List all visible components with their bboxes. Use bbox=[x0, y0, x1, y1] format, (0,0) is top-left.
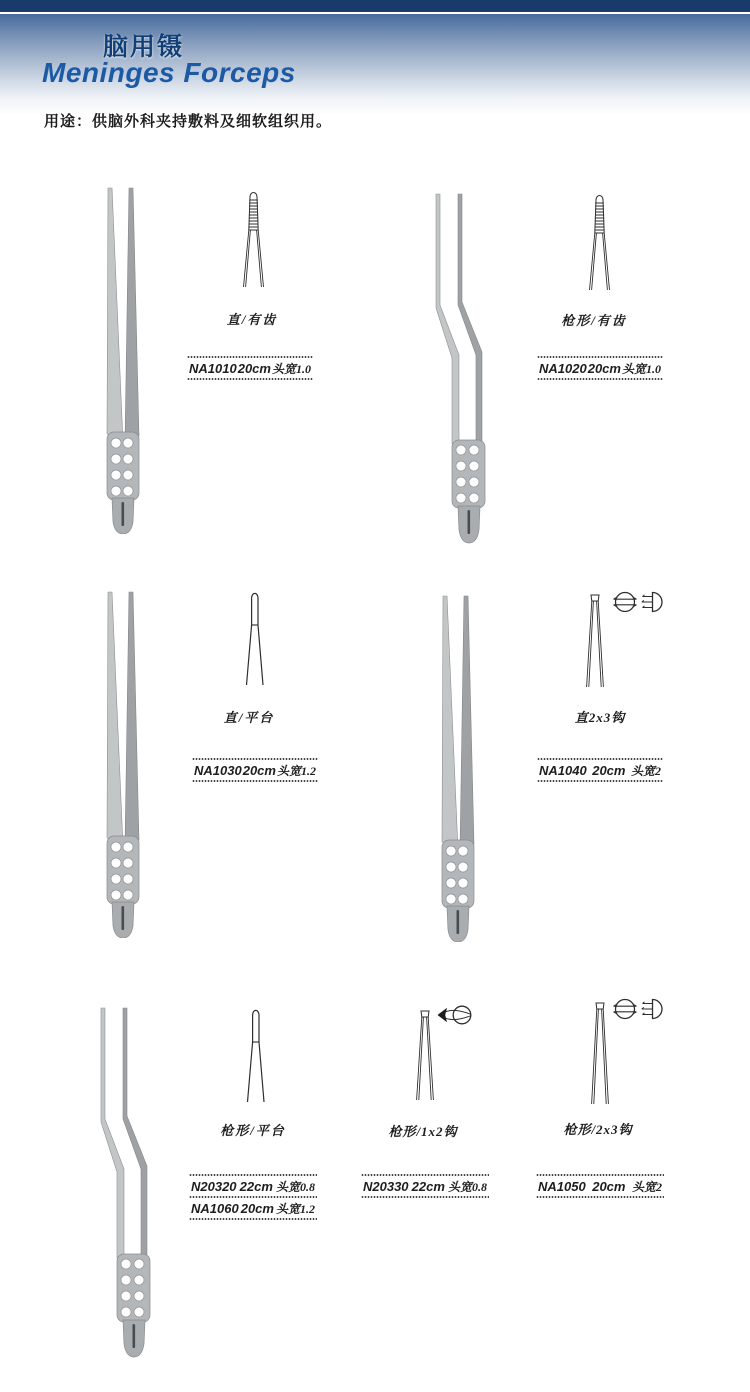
product-head-width: 头宽0.8 bbox=[447, 1180, 487, 1194]
spec-table bbox=[536, 1174, 664, 1198]
dotted-divider bbox=[537, 780, 663, 782]
hook-side-view-icon bbox=[641, 997, 663, 1021]
tip-detail-serrated-icon bbox=[240, 190, 266, 292]
spec-row bbox=[192, 760, 318, 780]
product-type-label: 直2x3钩 bbox=[574, 710, 626, 725]
tip-detail-serrated-icon bbox=[586, 193, 612, 295]
spec-row bbox=[361, 1176, 489, 1196]
forceps-photo-straight bbox=[95, 186, 147, 534]
product-type-label: 枪形/2x3钩 bbox=[563, 1122, 633, 1137]
product-code: NA1020 bbox=[539, 361, 587, 376]
product-head-width: 头宽1.2 bbox=[276, 764, 316, 778]
header-top-bar bbox=[0, 0, 750, 12]
product-head-width: 头宽0.8 bbox=[275, 1180, 315, 1194]
product-code: NA1050 bbox=[538, 1179, 586, 1194]
dotted-divider bbox=[187, 378, 313, 380]
product-type-label: 枪形/平台 bbox=[220, 1123, 286, 1138]
spec-table bbox=[192, 758, 318, 782]
product-size: 20cm bbox=[592, 763, 626, 778]
product-code: N20330 bbox=[363, 1179, 409, 1194]
product-size: 20cm bbox=[240, 1201, 274, 1216]
product-size: 22cm bbox=[239, 1179, 273, 1194]
page-title-en: Meninges Forceps bbox=[42, 57, 296, 88]
product-type-label: 枪形/有齿 bbox=[561, 313, 627, 328]
product-type-label: 直/平台 bbox=[223, 710, 275, 725]
spec-table bbox=[537, 758, 663, 782]
product-type-label: 直/有齿 bbox=[226, 312, 278, 327]
spec-row bbox=[537, 760, 663, 780]
tip-detail-platform-icon bbox=[242, 589, 268, 689]
product-head-width: 头宽2 bbox=[631, 1180, 662, 1194]
product-code: NA1030 bbox=[194, 763, 242, 778]
spec-row bbox=[537, 358, 663, 378]
product-head-width: 头宽1.0 bbox=[271, 362, 311, 376]
tip-detail-flat-icon bbox=[413, 1008, 437, 1104]
hook-1x2-arrow-icon bbox=[436, 1004, 472, 1026]
spec-table bbox=[361, 1174, 489, 1198]
forceps-photo-straight bbox=[95, 590, 147, 938]
tip-detail-flat-icon bbox=[583, 592, 607, 692]
hook-front-view-icon bbox=[612, 590, 638, 614]
tip-detail-platform-icon bbox=[243, 1006, 269, 1106]
product-code: NA1010 bbox=[189, 361, 237, 376]
spec-table bbox=[187, 356, 313, 380]
product-size: 20cm bbox=[242, 763, 276, 778]
tip-detail-flat-icon bbox=[588, 1000, 612, 1108]
product-type-label: 枪形/1x2钩 bbox=[388, 1124, 458, 1139]
spec-row bbox=[189, 1176, 317, 1196]
product-head-width: 头宽1.2 bbox=[275, 1202, 315, 1216]
spec-row bbox=[189, 1198, 317, 1218]
dotted-divider bbox=[536, 1196, 664, 1198]
product-size: 20cm bbox=[587, 361, 621, 376]
hook-side-view-icon bbox=[641, 590, 663, 614]
usage-note: 用途：供脑外科夹持敷料及细软组织用。 bbox=[44, 113, 333, 130]
page-title-zh: 脑用镊 bbox=[103, 33, 185, 61]
product-code: N20320 bbox=[191, 1179, 237, 1194]
product-size: 20cm bbox=[237, 361, 271, 376]
hook-front-view-icon bbox=[612, 997, 638, 1021]
dotted-divider bbox=[192, 780, 318, 782]
spec-table bbox=[189, 1174, 317, 1220]
dotted-divider bbox=[537, 378, 663, 380]
product-code: NA1040 bbox=[539, 763, 587, 778]
forceps-photo-straight bbox=[430, 594, 482, 942]
spec-table bbox=[537, 356, 663, 380]
product-head-width: 头宽1.0 bbox=[621, 362, 661, 376]
spec-row bbox=[536, 1176, 664, 1196]
product-head-width: 头宽2 bbox=[630, 764, 661, 778]
dotted-divider bbox=[361, 1196, 489, 1198]
spec-row bbox=[187, 358, 313, 378]
dotted-divider bbox=[189, 1218, 317, 1220]
forceps-photo-bayonet bbox=[93, 1006, 165, 1358]
product-size: 22cm bbox=[411, 1179, 445, 1194]
forceps-photo-bayonet bbox=[428, 192, 500, 544]
product-code: NA1060 bbox=[191, 1201, 239, 1216]
product-size: 20cm bbox=[592, 1179, 626, 1194]
